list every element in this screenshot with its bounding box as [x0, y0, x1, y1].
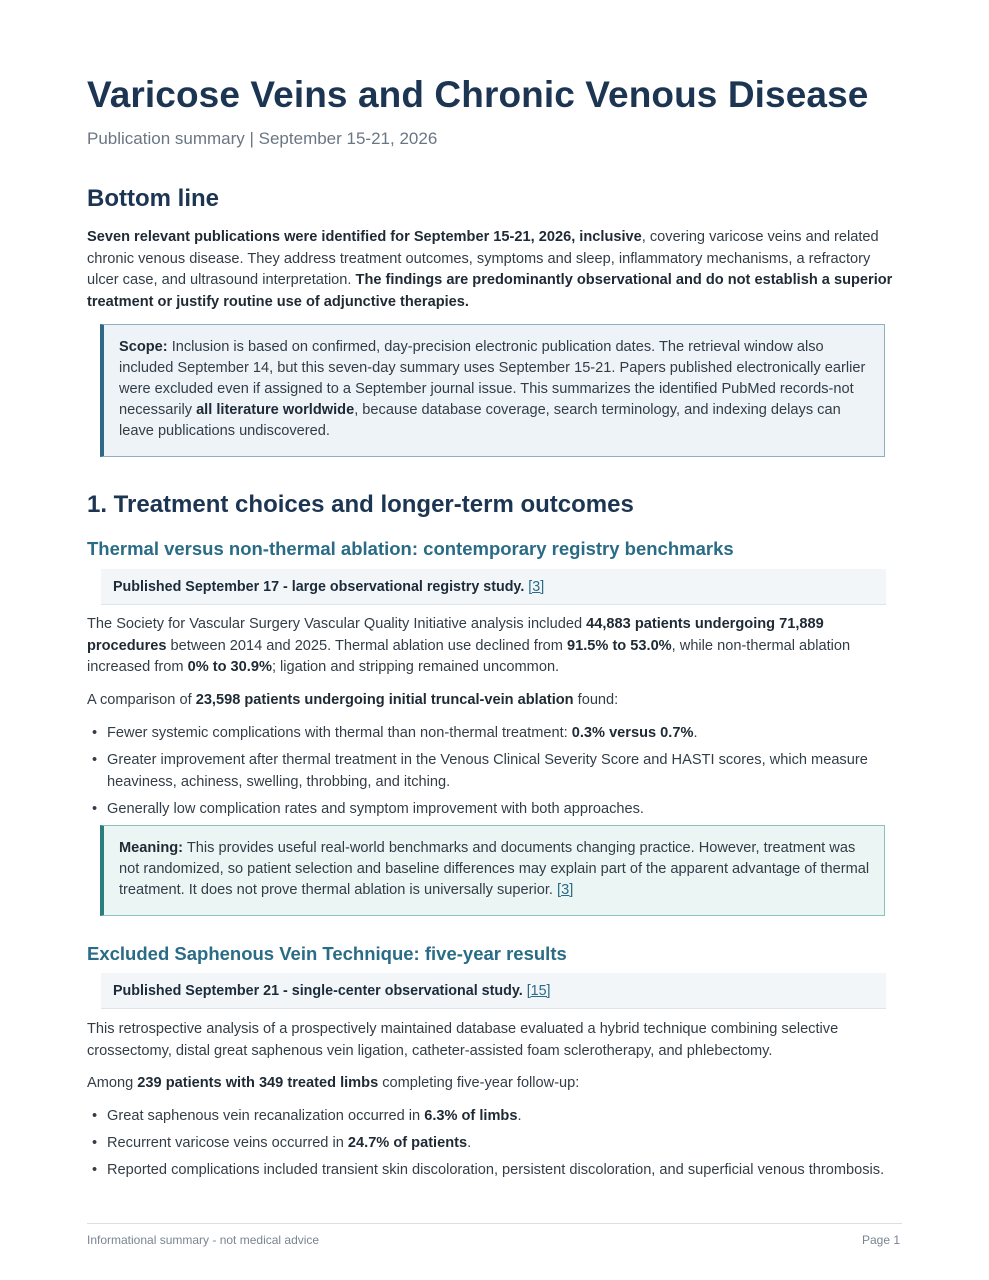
list-item: • Greater improvement after thermal treatment in the Venous Clinical Severity Score and HASTI scores, which measure heaviness, achiness, swelling, throbbing, and itching.: [87, 750, 902, 793]
thermal-publication-label: Published September 17 - large observational registry study.: [113, 579, 525, 595]
page-title: Varicose Veins and Chronic Venous Disease: [87, 74, 869, 115]
thermal-p1-text-1: The Society for Vascular Surgery Vascular Quality Initiative analysis included: [87, 616, 587, 632]
thermal-p1-bold-1: 44,883 patients undergoing 71,889 procedures: [87, 616, 824, 654]
meaning-label: Meaning:: [119, 840, 184, 856]
meaning-text: [119, 838, 870, 901]
bottom-line-paragraph: [87, 227, 902, 313]
list-item: [87, 1133, 902, 1155]
esvt-p2-text-1: Among: [87, 1075, 138, 1091]
scope-text-2: , because database coverage, search terminology, and indexing delays can leave publications undiscovered.: [119, 402, 841, 439]
esvt-publication-label: Published September 21 - single-center observational study.: [113, 983, 523, 999]
thermal-p1-text-3: , while non-thermal ablation increased from: [87, 637, 851, 675]
esvt-publication-bar: [101, 973, 886, 1009]
bottom-line-bold-2: The findings are predominantly observational and do not establish a superior treatment or justify routine use of adjunctive therapies.: [87, 272, 893, 310]
esvt-heading: Excluded Saphenous Vein Technique: five-year results: [87, 943, 567, 964]
thermal-paragraph-1: [87, 614, 902, 679]
section-1-heading: 1. Treatment choices and longer-term outcomes: [87, 491, 634, 518]
thermal-p2-bold-1: 23,598 patients undergoing initial truncal-vein ablation: [195, 692, 574, 708]
thermal-paragraph-2: [87, 690, 902, 712]
scope-callout: [100, 324, 885, 457]
esvt-p2-bold-1: 239 patients with 349 treated limbs: [137, 1075, 379, 1091]
list-item: [87, 1106, 902, 1128]
thermal-p1-bold-3: 0% to 30.9%: [187, 659, 272, 675]
thermal-p2-text-1: A comparison of: [87, 692, 196, 708]
thermal-bullet-1-end: .: [693, 725, 698, 741]
citation-link-3[interactable]: [3]: [528, 579, 545, 595]
thermal-findings-list: [87, 723, 902, 826]
thermal-bullet-1-bold: 0.3% versus 0.7%: [571, 725, 694, 741]
bottom-line-heading: Bottom line: [87, 185, 219, 212]
scope-text-1: Inclusion is based on confirmed, day-precision electronic publication dates. The retrieval window also included September 14, but this seven-day summary uses September 15-21. Papers published electronically earlier were excluded even if assigned to a September journal issue. This summarizes the identified PubMed records-not necessarily: [119, 339, 866, 418]
thermal-p1-text-4: ; ligation and stripping remained uncommon.: [271, 659, 560, 675]
citation-link-15[interactable]: [15]: [526, 983, 551, 999]
esvt-bullet-2-text: Recurrent varicose veins occurred in: [107, 1135, 348, 1151]
thermal-p1-bold-2: 91.5% to 53.0%: [567, 637, 672, 654]
esvt-p2-text-2: completing five-year follow-up:: [378, 1075, 580, 1091]
bottom-line-bold-1: Seven relevant publications were identified for September 15-21, 2026, inclusive: [87, 229, 642, 245]
footer-disclaimer: Informational summary - not medical advice: [87, 1233, 320, 1247]
thermal-publication-bar: [101, 569, 886, 605]
thermal-heading: Thermal versus non-thermal ablation: contemporary registry benchmarks: [87, 538, 734, 559]
bottom-line-text-1: , covering varicose veins and related chronic venous disease. They address treatment outcomes, symptoms and sleep, inflammatory mechanisms, a refractory ulcer case, and ultrasound interpretation.: [87, 229, 879, 288]
esvt-bullet-1-end: .: [517, 1108, 522, 1124]
esvt-findings-list: [87, 1106, 902, 1187]
esvt-bullet-2-bold: 24.7% of patients: [347, 1135, 468, 1151]
scope-bold: all literature worldwide: [196, 402, 355, 418]
scope-text: [119, 337, 870, 442]
page-number: Page 1: [862, 1233, 901, 1247]
list-item: • Reported complications included transient skin discoloration, persistent discoloration, and superficial venous thrombosis.: [87, 1160, 902, 1182]
thermal-bullet-1-text: Fewer systemic complications with thermal than non-thermal treatment:: [107, 725, 572, 741]
thermal-p1-text-2: between 2014 and 2025. Thermal ablation use declined from: [166, 637, 568, 654]
thermal-p2-text-2: found:: [573, 692, 619, 708]
esvt-paragraph-1: This retrospective analysis of a prospectively maintained database evaluated a hybrid technique combining selective crossectomy, distal great saphenous vein ligation, catheter-assisted foam sclerotherapy, and phlebectomy.: [87, 1021, 839, 1059]
esvt-bullet-1-text: Great saphenous vein recanalization occurred in: [107, 1108, 425, 1124]
esvt-paragraph-2: [87, 1073, 902, 1095]
citation-link-3-meaning[interactable]: [3]: [557, 882, 574, 898]
scope-label: Scope:: [119, 339, 168, 355]
esvt-bullet-1-bold: 6.3% of limbs: [424, 1108, 518, 1124]
esvt-bullet-2-end: .: [467, 1135, 472, 1151]
footer-divider: [87, 1223, 902, 1224]
list-item: [87, 723, 902, 745]
list-item: • Generally low complication rates and symptom improvement with both approaches.: [87, 799, 902, 821]
meaning-callout: [100, 825, 885, 916]
page-subtitle: Publication summary | September 15-21, 2026: [87, 129, 438, 148]
meaning-body: This provides useful real-world benchmarks and documents changing practice. However, treatment was not randomized, so patient selection and baseline differences may explain part of the apparent advantage of thermal treatment. It does not prove thermal ablation is universally superior.: [119, 840, 870, 898]
